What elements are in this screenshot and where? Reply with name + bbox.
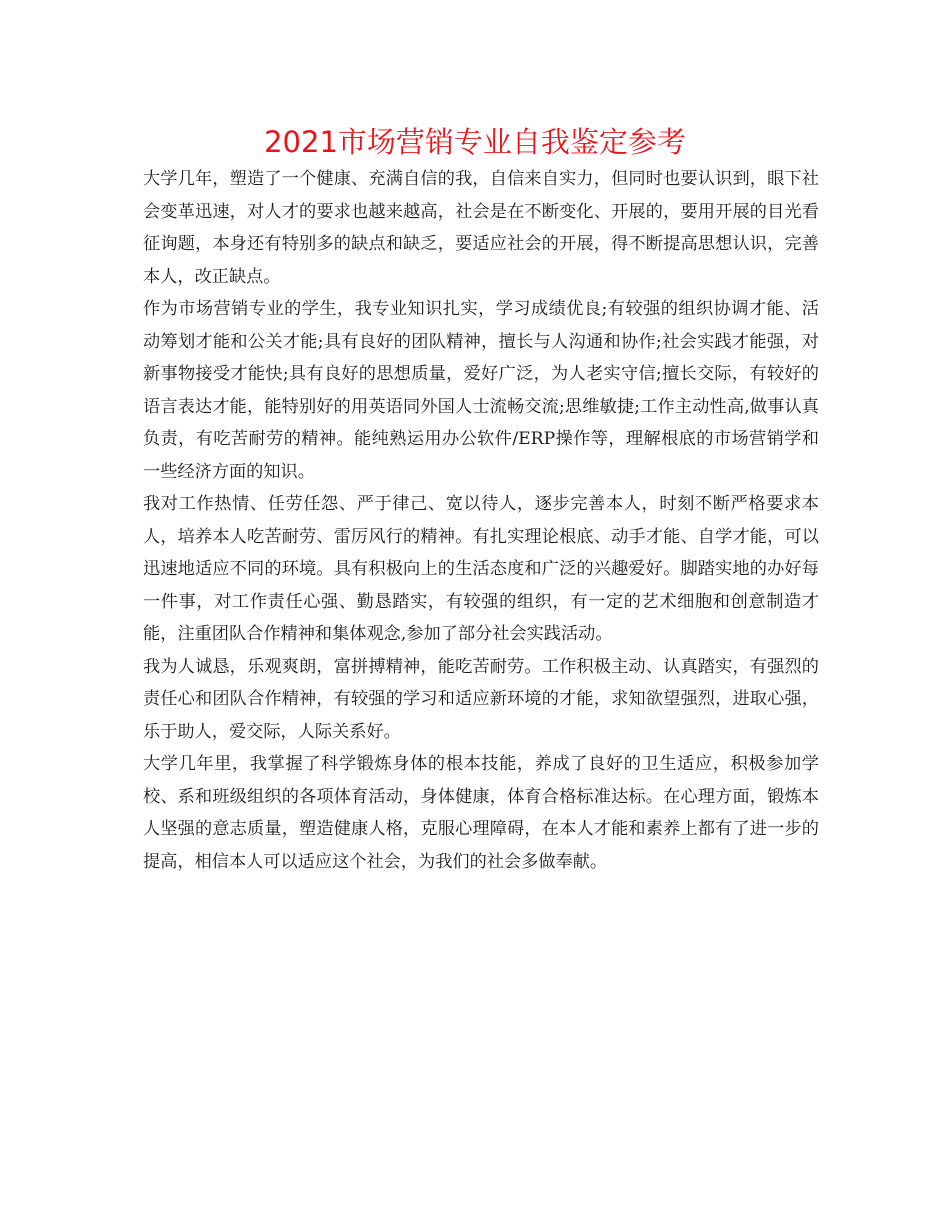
- paragraph-5: 大学几年里，我掌握了科学锻炼身体的根本技能，养成了良好的卫生适应，积极参加学校、系和班级组织的各项体育活动，身体健康，体育合格标准达标。在心理方面，锻炼本人坚强的意志质量，塑造健康人格，克服心理障碍，在本人才能和素养上都有了进一步的提高，相信本人可以适应这个社会，为我们的社会多做奉献。: [143, 754, 819, 872]
- paragraph-3: 我对工作热情、任劳任怨、严于律己、宽以待人，逐步完善本人，时刻不断严格要求本人，培养本人吃苦耐劳、雷厉风行的精神。有扎实理论根底、动手才能、自学才能，可以迅速地适应不同的环境。具有积极向上的生活态度和广泛的兴趣爱好。脚踏实地的办好每一件事，对工作责任心强、勤恳踏实，有较强的组织，有一定的艺术细胞和创意制造才能，注重团队合作精神和集体观念,参加了部分社会实践活动。: [143, 494, 819, 644]
- document-body: [143, 163, 819, 878]
- paragraph-1: 大学几年，塑造了一个健康、充满自信的我，自信来自实力，但同时也要认识到，眼下社会变革迅速，对人才的要求也越来越高，社会是在不断变化、开展的，要用开展的目光看征询题，本身还有特别多的缺点和缺乏，要适应社会的开展，得不断提高思想认识，完善本人，改正缺点。: [143, 169, 819, 287]
- paragraph-4: 我为人诚恳，乐观爽朗，富拼搏精神，能吃苦耐劳。工作积极主动、认真踏实，有强烈的责任心和团队合作精神，有较强的学习和适应新环境的才能，求知欲望强烈，进取心强，乐于助人，爱交际，人际关系好。: [143, 656, 819, 742]
- document-title: 2021市场营销专业自我鉴定参考: [264, 125, 686, 159]
- paragraph-2: 作为市场营销专业的学生，我专业知识扎实，学习成绩优良;有较强的组织协调才能、活动筹划才能和公关才能;具有良好的团队精神，擅长与人沟通和协作;社会实践才能强，对新事物接受才能快;具有良好的思想质量，爱好广泛，为人老实守信;擅长交际，有较好的语言表达才能，能特别好的用英语同外国人士流畅交流;思维敏捷;工作主动性高,做事认真负责，有吃苦耐劳的精神。能纯熟运用办公软件/ERP操作等，理解根底的市场营销学和一些经济方面的知识。: [143, 299, 819, 482]
